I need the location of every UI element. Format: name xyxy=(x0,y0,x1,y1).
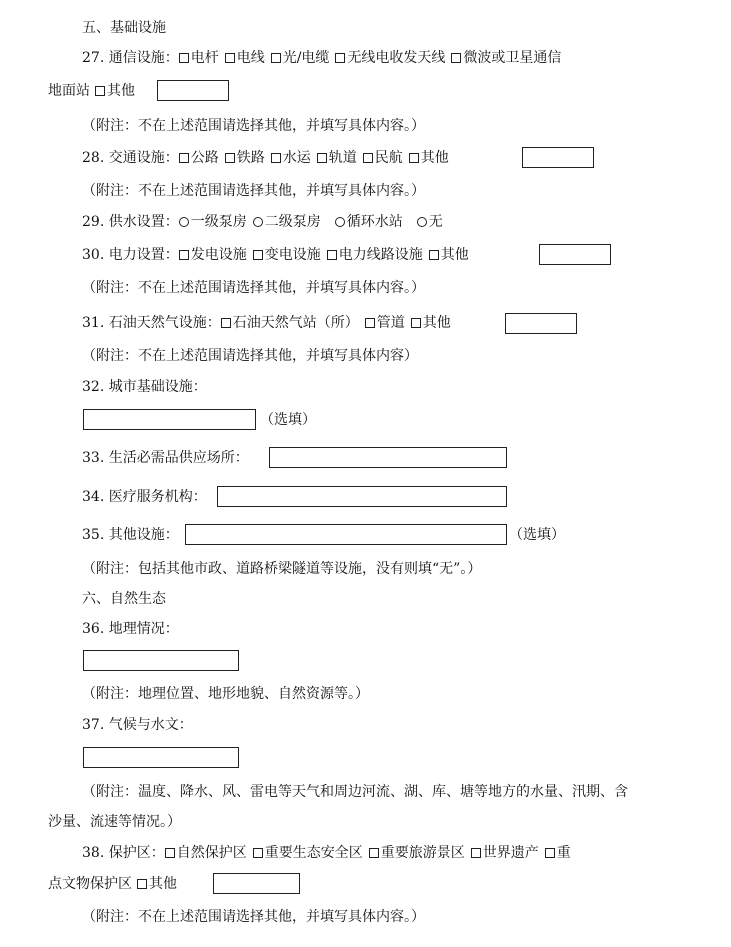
q31-option-pipeline[interactable]: 管道 xyxy=(365,313,405,333)
q30-other-input[interactable] xyxy=(539,244,611,265)
q37-note-line1: （附注：温度、降水、风、雷电等天气和周边河流、湖、库、塘等地方的水量、汛期、含 xyxy=(82,784,628,800)
q37-label: 37. 气候与水文： xyxy=(82,717,193,733)
checkbox-icon[interactable] xyxy=(429,250,439,260)
q33-label: 33. 生活必需品供应场所： xyxy=(82,450,249,466)
q34-label: 34. 医疗服务机构： xyxy=(82,489,207,505)
q30-note: （附注：不在上述范围请选择其他，并填写具体内容。） xyxy=(82,280,425,296)
q38-option-nature-reserve[interactable]: 自然保护区 xyxy=(165,843,247,863)
q38-note: （附注：不在上述范围请选择其他，并填写具体内容。） xyxy=(82,909,425,925)
q35-optional-hint: （选填） xyxy=(509,527,565,543)
section-title-infrastructure: 五、基础设施 xyxy=(82,20,166,36)
q31-row xyxy=(82,313,457,333)
checkbox-icon[interactable] xyxy=(253,848,263,858)
q29-row xyxy=(82,212,449,232)
q33-input[interactable] xyxy=(269,447,507,468)
q27-option-microwave-satellite[interactable]: 微波或卫星通信 xyxy=(451,48,561,68)
q27-label: 27. 通信设施： xyxy=(82,50,179,66)
q29-option-secondary-pump[interactable]: 二级泵房 xyxy=(253,212,321,232)
q31-note: （附注：不在上述范围请选择其他，并填写具体内容） xyxy=(82,348,418,364)
q35-note: （附注：包括其他市政、道路桥梁隧道等设施，没有则填“无”。） xyxy=(82,561,482,577)
q37-field[interactable] xyxy=(84,748,238,767)
q29-option-primary-pump[interactable]: 一级泵房 xyxy=(179,212,247,232)
q34-field[interactable] xyxy=(218,487,506,506)
q32-input[interactable] xyxy=(83,409,256,430)
q31-other-field[interactable] xyxy=(506,314,576,333)
q38-option-world-heritage[interactable]: 世界遗产 xyxy=(471,843,539,863)
checkbox-icon[interactable] xyxy=(545,848,555,858)
q31-label: 31. 石油天然气设施： xyxy=(82,315,221,331)
radio-icon[interactable] xyxy=(417,217,427,227)
q30-row xyxy=(82,245,475,265)
q32-field[interactable] xyxy=(84,410,255,429)
q30-option-other[interactable]: 其他 xyxy=(429,245,469,265)
q30-other-field[interactable] xyxy=(540,245,610,264)
q27-option-other[interactable]: 其他 xyxy=(95,81,135,101)
q38-other-field[interactable] xyxy=(214,874,299,893)
q30-option-power-lines[interactable]: 电力线路设施 xyxy=(327,245,423,265)
q31-option-other[interactable]: 其他 xyxy=(411,313,451,333)
q27-row xyxy=(82,48,567,68)
q27-option-radio-antenna[interactable]: 无线电收发天线 xyxy=(335,48,445,68)
q28-option-rail-transit[interactable]: 轨道 xyxy=(317,148,357,168)
q27-ground-station-text: 地面站 xyxy=(48,83,90,99)
q33-field[interactable] xyxy=(270,448,506,467)
q35-field[interactable] xyxy=(186,525,506,544)
q27-option-pole[interactable]: 电杆 xyxy=(179,48,219,68)
checkbox-icon[interactable] xyxy=(225,153,235,163)
checkbox-icon[interactable] xyxy=(271,153,281,163)
q35-input[interactable] xyxy=(185,524,507,545)
radio-icon[interactable] xyxy=(253,217,263,227)
q28-row xyxy=(82,148,455,168)
checkbox-icon[interactable] xyxy=(335,53,345,63)
q36-label: 36. 地理情况： xyxy=(82,621,179,637)
q29-label: 29. 供水设置： xyxy=(82,214,179,230)
q28-option-railway[interactable]: 铁路 xyxy=(225,148,265,168)
checkbox-icon[interactable] xyxy=(221,318,231,328)
checkbox-icon[interactable] xyxy=(179,250,189,260)
section-title-natural-ecology: 六、自然生态 xyxy=(82,591,166,607)
q37-input[interactable] xyxy=(83,747,239,768)
q28-option-civil-aviation[interactable]: 民航 xyxy=(363,148,403,168)
q38-option-scenic-area[interactable]: 重要旅游景区 xyxy=(369,843,465,863)
checkbox-icon[interactable] xyxy=(271,53,281,63)
q30-label: 30. 电力设置： xyxy=(82,247,179,263)
q32-optional-hint: （选填） xyxy=(260,412,316,428)
q28-option-other[interactable]: 其他 xyxy=(409,148,449,168)
checkbox-icon[interactable] xyxy=(253,250,263,260)
q27-row-2 xyxy=(48,81,141,101)
q31-other-input[interactable] xyxy=(505,313,577,334)
q36-input[interactable] xyxy=(83,650,239,671)
q38-option-ecological-security-zone[interactable]: 重要生态安全区 xyxy=(253,843,363,863)
checkbox-icon[interactable] xyxy=(451,53,461,63)
q28-option-highway[interactable]: 公路 xyxy=(179,148,219,168)
checkbox-icon[interactable] xyxy=(327,250,337,260)
q35-label: 35. 其他设施： xyxy=(82,527,179,543)
q31-option-gas-station[interactable]: 石油天然气站（所） xyxy=(221,313,359,333)
checkbox-icon[interactable] xyxy=(317,153,327,163)
radio-icon[interactable] xyxy=(335,217,345,227)
q28-other-field[interactable] xyxy=(523,148,593,167)
checkbox-icon[interactable] xyxy=(363,153,373,163)
checkbox-icon[interactable] xyxy=(225,53,235,63)
checkbox-icon[interactable] xyxy=(369,848,379,858)
q29-option-circulating-water[interactable]: 循环水站 xyxy=(335,212,403,232)
q30-option-substation[interactable]: 变电设施 xyxy=(253,245,321,265)
q29-option-none[interactable]: 无 xyxy=(417,212,443,232)
q38-cultural-relic-text: 点文物保护区 xyxy=(48,876,132,892)
checkbox-icon[interactable] xyxy=(179,53,189,63)
q38-row-2 xyxy=(48,874,183,894)
q28-label: 28. 交通设施： xyxy=(82,150,179,166)
checkbox-icon[interactable] xyxy=(411,318,421,328)
q37-note-line2: 沙量、流速等情况。） xyxy=(48,814,181,830)
q28-note: （附注：不在上述范围请选择其他，并填写具体内容。） xyxy=(82,183,425,199)
q38-label: 38. 保护区： xyxy=(82,845,165,861)
q38-row xyxy=(82,843,577,863)
q27-other-input[interactable] xyxy=(157,80,229,101)
checkbox-icon[interactable] xyxy=(365,318,375,328)
q38-option-cultural-relic-zone[interactable]: 重 xyxy=(545,843,571,863)
q28-other-input[interactable] xyxy=(522,147,594,168)
q36-note: （附注：地理位置、地形地貌、自然资源等。） xyxy=(82,686,369,702)
radio-icon[interactable] xyxy=(179,217,189,227)
q27-other-field[interactable] xyxy=(158,81,228,100)
q28-option-water-transport[interactable]: 水运 xyxy=(271,148,311,168)
q38-option-other[interactable]: 其他 xyxy=(137,874,177,894)
checkbox-icon[interactable] xyxy=(95,86,105,96)
q27-option-wire[interactable]: 电线 xyxy=(225,48,265,68)
checkbox-icon[interactable] xyxy=(471,848,481,858)
q27-option-cable[interactable]: 光/电缆 xyxy=(271,48,330,68)
q34-input[interactable] xyxy=(217,486,507,507)
q38-other-input[interactable] xyxy=(213,873,300,894)
checkbox-icon[interactable] xyxy=(165,848,175,858)
q27-note: （附注：不在上述范围请选择其他，并填写具体内容。） xyxy=(82,118,425,134)
checkbox-icon[interactable] xyxy=(409,153,419,163)
checkbox-icon[interactable] xyxy=(137,879,147,889)
q36-field[interactable] xyxy=(84,651,238,670)
checkbox-icon[interactable] xyxy=(179,153,189,163)
q30-option-generation[interactable]: 发电设施 xyxy=(179,245,247,265)
q32-label: 32. 城市基础设施： xyxy=(82,379,207,395)
